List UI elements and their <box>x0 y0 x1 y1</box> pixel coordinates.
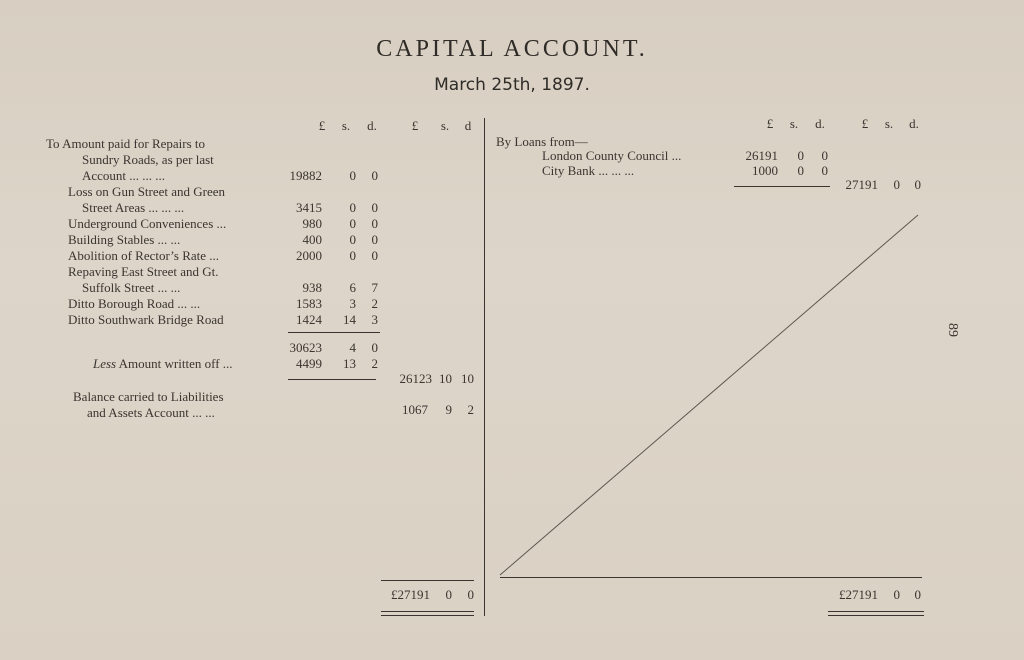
debit-line-pounds: 19882 <box>289 168 322 183</box>
debit-line-pounds: 2000 <box>296 248 322 263</box>
credit-header-pound-1: £ <box>766 116 774 131</box>
debit-total-shillings: 0 <box>445 587 452 602</box>
less-pence: 2 <box>371 356 378 371</box>
debit-line-pence: 2 <box>371 296 378 311</box>
debit-line-shillings: 3 <box>349 296 356 311</box>
debit-line-shillings: 0 <box>349 216 356 231</box>
credit-sum-pounds: 27191 <box>845 177 878 192</box>
credit-header-shilling-2: s. <box>884 116 894 131</box>
credit-header-pound-2: £ <box>861 116 869 131</box>
debit-line-text: Repaving East Street and Gt. <box>68 264 219 279</box>
debit-line-text: Ditto Southwark Bridge Road <box>68 312 224 327</box>
net-shillings: 10 <box>439 371 452 386</box>
credit-item-pounds: 1000 <box>752 163 778 178</box>
subtotal-shillings: 4 <box>349 340 356 355</box>
debit-line-pence: 0 <box>371 168 378 183</box>
debit-line-pounds: 1424 <box>296 312 322 327</box>
credit-total-rule-bottom-1 <box>828 611 924 612</box>
debit-line-pence: 0 <box>371 200 378 215</box>
credit-total-shillings: 0 <box>893 587 900 602</box>
balance-shillings: 9 <box>445 402 452 417</box>
debit-line-pence: 7 <box>371 280 378 295</box>
net-pounds: 26123 <box>399 371 432 386</box>
debit-total-pence: 0 <box>467 587 474 602</box>
page-date: March 25th, 1897. <box>434 75 590 95</box>
debit-line-text: Abolition of Rector’s Rate ... <box>68 248 220 263</box>
credit-heading: By Loans from— <box>496 134 588 149</box>
credit-item-pounds: 26191 <box>745 148 778 163</box>
debit-line-pence: 0 <box>371 216 378 231</box>
debit-line-pounds: 1583 <box>296 296 322 311</box>
debit-line-text: Street Areas ... ... ... <box>82 200 185 215</box>
page-number: 89 <box>945 323 960 337</box>
debit-header-pound-2: £ <box>411 118 419 133</box>
debit-line-text: Ditto Borough Road ... ... <box>68 296 201 311</box>
credit-total-pence: 0 <box>914 587 921 602</box>
debit-line-text: Sundry Roads, as per last <box>82 152 214 167</box>
credit-item-text: London County Council ... <box>542 148 682 163</box>
less-shillings: 13 <box>343 356 356 371</box>
debit-total-pounds: £27191 <box>391 587 430 602</box>
credit-total-rule-bottom-2 <box>828 615 924 616</box>
debit-line-shillings: 6 <box>349 280 356 295</box>
subtotal-pence: 0 <box>371 340 378 355</box>
debit-line-text: Account ... ... ... <box>82 168 166 183</box>
credit-total-pounds: £27191 <box>839 587 878 602</box>
debit-line-shillings: 0 <box>349 200 356 215</box>
credit-total-rule-top <box>500 577 922 578</box>
credit-item-text: City Bank ... ... ... <box>542 163 635 178</box>
balance-line-2: and Assets Account ... ... <box>87 405 215 420</box>
credit-header-shilling-1: s. <box>789 116 799 131</box>
subtotal-pounds: 30623 <box>289 340 322 355</box>
debit-line-pence: 0 <box>371 232 378 247</box>
debit-line-text: Suffolk Street ... ... <box>82 280 181 295</box>
debit-header-pound-1: £ <box>318 118 326 133</box>
credit-item-shillings: 0 <box>797 148 804 163</box>
debit-line-pounds: 400 <box>302 232 322 247</box>
credit-header-pence-1: d. <box>815 116 825 131</box>
net-pence: 10 <box>461 371 474 386</box>
balance-pence: 2 <box>467 402 474 417</box>
credit-item-pence: 0 <box>821 148 828 163</box>
credit-item-shillings: 0 <box>797 163 804 178</box>
less-text: Amount written off ... <box>118 356 233 371</box>
balance-line-1: Balance carried to Liabilities <box>73 389 224 404</box>
balance-pounds: 1067 <box>402 402 428 417</box>
debit-line-text: To Amount paid for Repairs to <box>46 136 206 151</box>
debit-line-shillings: 0 <box>349 232 356 247</box>
debit-header-pence-2: d <box>464 118 472 133</box>
credit-header-pence-2: d. <box>909 116 919 131</box>
debit-header-pence-1: d. <box>367 118 377 133</box>
debit-line-pence: 0 <box>371 248 378 263</box>
debit-line-pounds: 938 <box>302 280 322 295</box>
page-title: CAPITAL ACCOUNT. <box>376 36 648 62</box>
credit-sum-shillings: 0 <box>893 177 900 192</box>
debit-line-shillings: 0 <box>349 168 356 183</box>
credit-sum-pence: 0 <box>914 177 921 192</box>
debit-line-pounds: 3415 <box>296 200 322 215</box>
debit-header-shilling-2: s. <box>440 118 450 133</box>
credit-item-pence: 0 <box>821 163 828 178</box>
debit-line-text: Underground Conveniences ... <box>68 216 227 231</box>
debit-line-text: Loss on Gun Street and Green <box>68 184 226 199</box>
debit-line-pence: 3 <box>371 312 378 327</box>
debit-line-pounds: 980 <box>302 216 322 231</box>
debit-line-shillings: 0 <box>349 248 356 263</box>
less-pounds: 4499 <box>296 356 322 371</box>
debit-line-text: Building Stables ... ... <box>68 232 181 247</box>
less-label: Less <box>93 356 117 371</box>
debit-line-shillings: 14 <box>343 312 356 327</box>
debit-header-shilling-1: s. <box>341 118 351 133</box>
